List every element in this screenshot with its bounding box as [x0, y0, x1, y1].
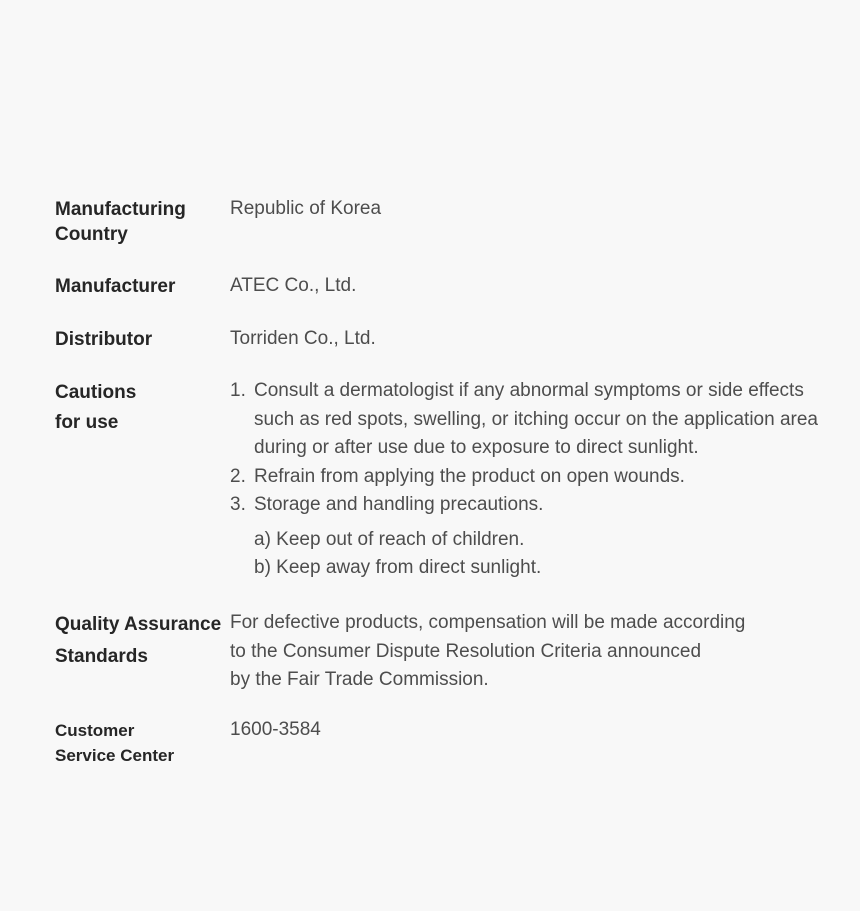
caution-item — [230, 491, 830, 520]
label-manufacturer: Manufacturer — [55, 276, 176, 297]
label-cautions — [55, 378, 225, 438]
caution-number: 1. — [230, 380, 246, 401]
label-quality-assurance — [55, 609, 225, 673]
value-manufacturer: ATEC Co., Ltd. — [230, 275, 357, 296]
cautions-list — [230, 377, 830, 583]
caution-item — [230, 463, 830, 492]
label-line: Customer — [55, 721, 135, 740]
value-quality-assurance — [230, 609, 830, 695]
storage-sub-item: b) Keep away from direct sunlight. — [254, 557, 542, 578]
caution-line: Storage and handling precautions. — [254, 494, 544, 515]
label-distributor: Distributor — [55, 329, 153, 350]
caution-number: 3. — [230, 494, 246, 515]
storage-sub-list — [230, 526, 830, 583]
storage-sub-item: a) Keep out of reach of children. — [254, 528, 525, 550]
quality-line: For defective products, compensation will be made according — [230, 612, 746, 633]
label-line: Service Center — [55, 746, 175, 765]
label-line: for use — [55, 412, 119, 433]
caution-item — [230, 377, 830, 463]
value-distributor: Torriden Co., Ltd. — [230, 328, 376, 349]
label-line: Manufacturing — [55, 199, 186, 220]
label-line: Country — [55, 224, 128, 245]
caution-line: during or after use due to exposure to direct sunlight. — [254, 437, 699, 458]
value-manufacturing-country: Republic of Korea — [230, 198, 382, 219]
caution-line: such as red spots, swelling, or itching occur on the application area — [254, 408, 818, 430]
caution-line: Refrain from applying the product on open wounds. — [254, 465, 685, 487]
label-manufacturing-country — [55, 197, 225, 247]
label-line: Standards — [55, 646, 148, 667]
label-customer-service — [55, 718, 225, 768]
customer-service-phone: 1600-3584 — [230, 719, 321, 740]
label-line: Quality Assurance — [55, 614, 222, 635]
label-line: Cautions — [55, 382, 137, 403]
caution-number: 2. — [230, 465, 246, 487]
caution-line: Consult a dermatologist if any abnormal symptoms or side effects — [254, 380, 804, 401]
quality-line: by the Fair Trade Commission. — [230, 669, 489, 690]
quality-line: to the Consumer Dispute Resolution Criteria announced — [230, 640, 702, 662]
